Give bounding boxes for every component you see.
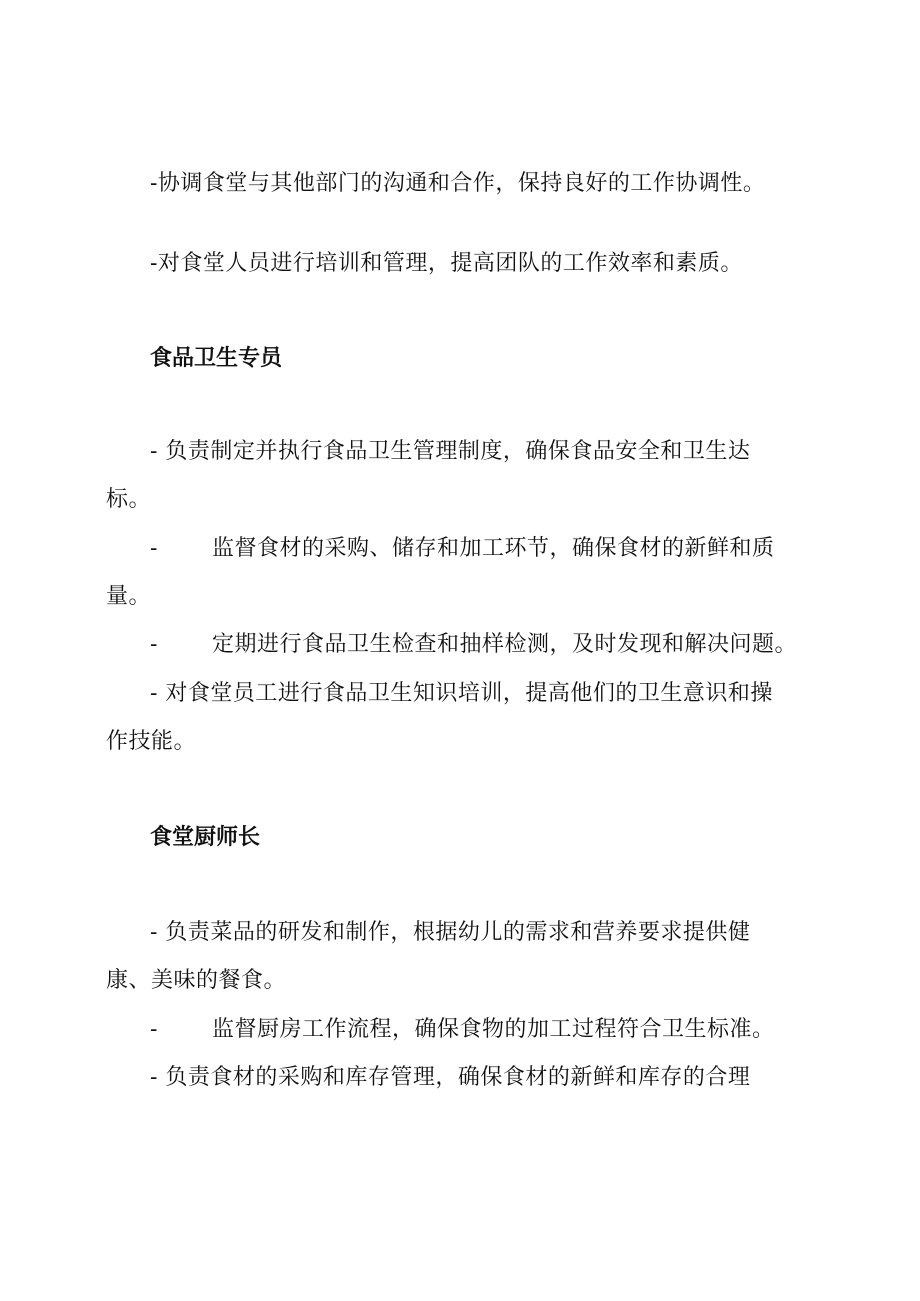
chef-item-2-line1 xyxy=(150,1015,775,1045)
hygiene-item-3-text: 定期进行食品卫生检查和抽样检测，及时发现和解决问题。 xyxy=(212,632,798,657)
hygiene-item-4-line1: - 对食堂员工进行食品卫生知识培训，提高他们的卫生意识和操 xyxy=(150,681,773,706)
section-heading-hygiene: 食品卫生专员 xyxy=(150,346,283,371)
chef-item-2-text: 监督厨房工作流程，确保食物的加工过程符合卫生标准。 xyxy=(212,1017,775,1042)
hygiene-item-4-line2: 作技能。 xyxy=(106,729,197,754)
hygiene-item-3-line1 xyxy=(150,630,797,660)
list-dash: - xyxy=(150,536,158,561)
chef-item-3-line1: - 负责食材的采购和库存管理，确保食材的新鲜和库存的合理 xyxy=(150,1065,751,1090)
hygiene-item-2-line2: 量。 xyxy=(106,584,152,609)
list-dash: - xyxy=(150,1017,158,1042)
list-dash: - xyxy=(150,632,158,657)
intro-item-2: -对食堂人员进行培训和管理，提高团队的工作效率和素质。 xyxy=(150,251,743,276)
hygiene-item-1-line1: - 负责制定并执行食品卫生管理制度，确保食品安全和卫生达 xyxy=(150,439,751,464)
section-heading-chef: 食堂厨师长 xyxy=(150,825,261,850)
hygiene-item-2-line1 xyxy=(150,534,775,564)
chef-item-1-line2: 康、美味的餐食。 xyxy=(106,968,287,993)
hygiene-item-2-text: 监督食材的采购、储存和加工环节，确保食材的新鲜和质 xyxy=(212,536,775,561)
chef-item-1-line1: - 负责菜品的研发和制作，根据幼儿的需求和营养要求提供健 xyxy=(150,920,751,945)
intro-item-1: -协调食堂与其他部门的沟通和合作，保持良好的工作协调性。 xyxy=(150,171,766,196)
hygiene-item-1-line2: 标。 xyxy=(106,487,152,512)
